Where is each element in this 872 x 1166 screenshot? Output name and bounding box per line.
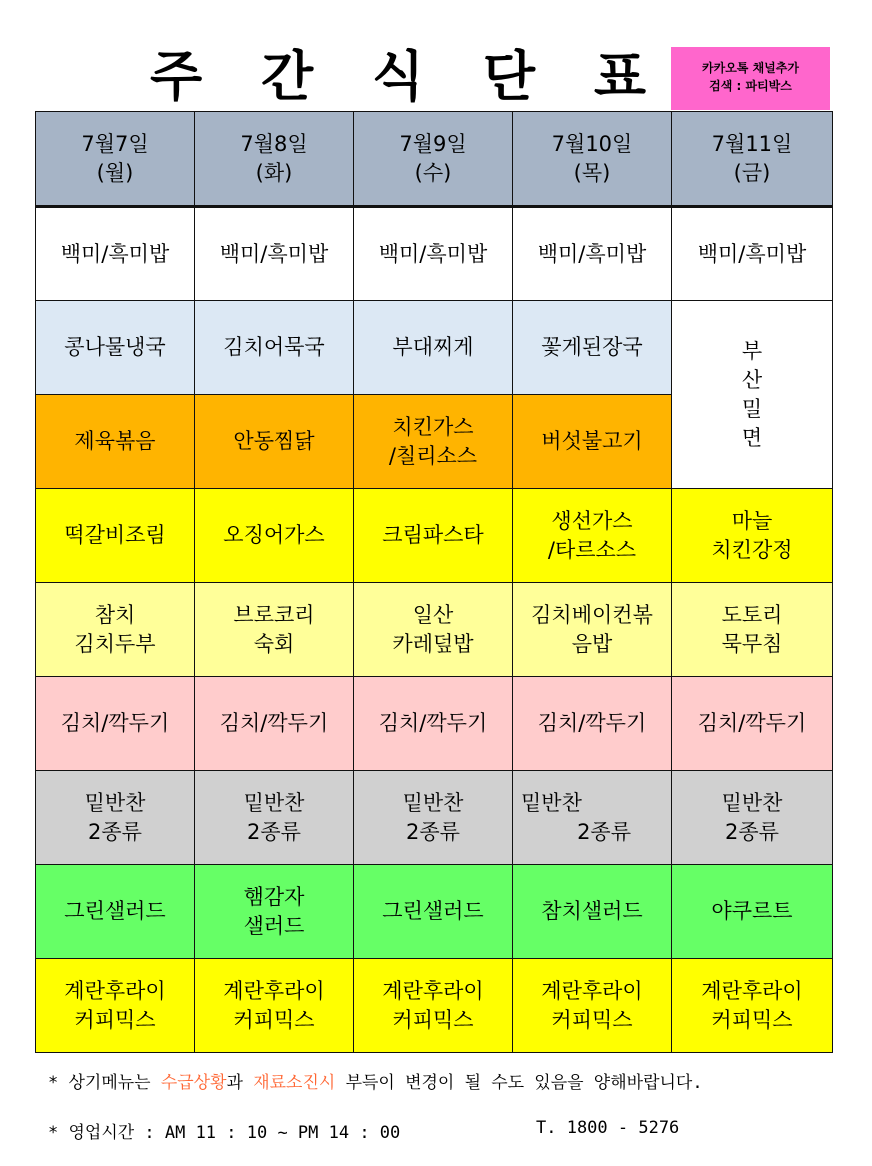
kimchi-row	[36, 677, 833, 771]
menu-cell: 참치샐러드	[513, 865, 672, 959]
menu-cell: 크림파스타	[354, 489, 513, 583]
menu-cell: 김치/깍두기	[195, 677, 354, 771]
menu-cell: 김치어묵국	[195, 301, 354, 395]
menu-cell: 브로코리 숙회	[195, 583, 354, 677]
notice-highlight-stock: 재료소진시	[253, 1073, 336, 1093]
notice-suffix: 부득이 변경이 될 수도 있음을 양해바랍니다.	[335, 1073, 703, 1093]
kakao-channel-badge	[671, 47, 830, 110]
day-header: 7월8일 (화)	[195, 112, 354, 207]
menu-cell: 치킨가스 /칠리소스	[354, 395, 513, 489]
banchan-row	[36, 771, 833, 865]
day-header: 7월11일 (금)	[672, 112, 833, 207]
menu-cell: 그린샐러드	[36, 865, 195, 959]
menu-cell: 참치 김치두부	[36, 583, 195, 677]
menu-cell: 오징어가스	[195, 489, 354, 583]
day-header: 7월10일 (목)	[513, 112, 672, 207]
menu-cell: 김치베이컨볶 음밥	[513, 583, 672, 677]
salad-row	[36, 865, 833, 959]
page-title: 주 간 식 단 표	[150, 45, 667, 108]
menu-cell: 백미/흑미밥	[513, 207, 672, 301]
menu-cell: 계란후라이 커피믹스	[354, 959, 513, 1053]
menu-cell: 꽃게된장국	[513, 301, 672, 395]
drink-row	[36, 959, 833, 1053]
menu-cell: 야쿠르트	[672, 865, 833, 959]
menu-cell: 김치/깍두기	[672, 677, 833, 771]
menu-cell: 김치/깍두기	[513, 677, 672, 771]
menu-cell: 마늘 치킨강정	[672, 489, 833, 583]
business-hours: * 영업시간 : AM 11 : 10 ~ PM 14 : 00	[48, 1123, 401, 1143]
menu-cell: 버섯불고기	[513, 395, 672, 489]
menu-cell: 일산 카레덮밥	[354, 583, 513, 677]
menu-cell: 밑반찬 2종류	[36, 771, 195, 865]
menu-cell: 백미/흑미밥	[672, 207, 833, 301]
notice-line	[48, 1068, 703, 1093]
side1-row	[36, 489, 833, 583]
menu-cell: 생선가스 /타르소스	[513, 489, 672, 583]
menu-cell: 햄감자 샐러드	[195, 865, 354, 959]
side2-row	[36, 583, 833, 677]
menu-cell: 부대찌게	[354, 301, 513, 395]
menu-cell: 백미/흑미밥	[354, 207, 513, 301]
notice-mid: 과	[226, 1073, 254, 1093]
menu-cell: 계란후라이 커피믹스	[36, 959, 195, 1053]
notice-prefix: * 상기메뉴는	[48, 1073, 161, 1093]
notice-highlight-supply: 수급상황	[160, 1073, 227, 1093]
menu-cell: 도토리 묵무침	[672, 583, 833, 677]
menu-cell: 계란후라이 커피믹스	[513, 959, 672, 1053]
menu-cell: 그린샐러드	[354, 865, 513, 959]
menu-cell: 김치/깍두기	[354, 677, 513, 771]
badge-line-2: 검색 : 파티박스	[709, 79, 792, 93]
day-header: 7월7일 (월)	[36, 112, 195, 207]
friday-special-cell: 부 산 밀 면	[672, 301, 833, 489]
rice-row	[36, 207, 833, 301]
menu-cell: 제육볶음	[36, 395, 195, 489]
menu-cell: 백미/흑미밥	[36, 207, 195, 301]
badge-line-1: 카카오톡 채널추가	[702, 61, 799, 75]
phone-number: T. 1800 - 5276	[536, 1118, 680, 1138]
menu-cell: 떡갈비조림	[36, 489, 195, 583]
menu-cell: 백미/흑미밥	[195, 207, 354, 301]
menu-cell: 김치/깍두기	[36, 677, 195, 771]
day-header: 7월9일 (수)	[354, 112, 513, 207]
menu-cell: 안동찜닭	[195, 395, 354, 489]
menu-cell: 계란후라이 커피믹스	[195, 959, 354, 1053]
weekly-menu-table	[35, 111, 833, 1053]
soup-row	[36, 301, 833, 395]
day-header-row	[36, 112, 833, 207]
menu-cell: 밑반찬 2종류	[672, 771, 833, 865]
menu-cell: 밑반찬 2종류	[354, 771, 513, 865]
menu-cell: 밑반찬 2종류	[513, 771, 672, 865]
menu-cell: 콩나물냉국	[36, 301, 195, 395]
menu-cell: 계란후라이 커피믹스	[672, 959, 833, 1053]
menu-cell: 밑반찬 2종류	[195, 771, 354, 865]
